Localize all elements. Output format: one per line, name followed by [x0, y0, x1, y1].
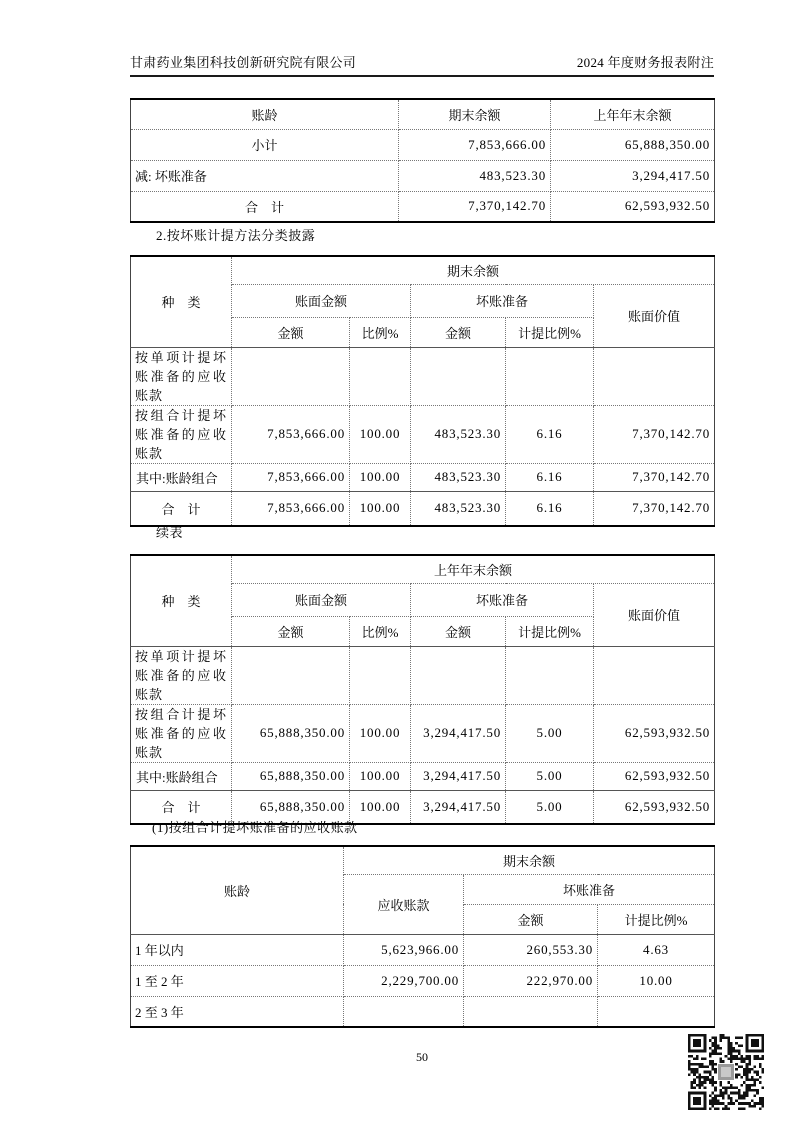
prior-amount-cell: 65,888,350.00	[232, 762, 350, 790]
summary-prior-value: 3,294,417.50	[551, 160, 715, 191]
prior-bad-debt-header: 坏账准备	[411, 583, 594, 616]
prior-kind-cell: 按单项计提坏账准备的应收账款	[131, 646, 232, 704]
summary-row-label: 减: 坏账准备	[131, 160, 399, 191]
prior-total-label: 合 计	[131, 790, 232, 824]
closing-ratio-total: 100.00	[350, 491, 411, 526]
doc-title: 2024 年度财务报表附注	[576, 55, 714, 70]
aging-receivable-value	[344, 996, 464, 1027]
closing-book-value-cell: 7,370,142.70	[594, 405, 715, 463]
prior-bd-amount-cell	[411, 646, 506, 704]
table-row	[131, 762, 715, 790]
prior-bd-amount-cell: 3,294,417.50	[411, 704, 506, 762]
section-2-label: 2.按坏账计提方法分类披露	[156, 228, 316, 243]
table-row	[131, 463, 715, 491]
prior-amount-total: 65,888,350.00	[232, 790, 350, 824]
closing-bd-ratio-total: 6.16	[506, 491, 594, 526]
prior-book-value-cell: 62,593,932.50	[594, 704, 715, 762]
prior-ratio-total: 100.00	[350, 790, 411, 824]
closing-book-amount-header: 账面金额	[232, 284, 411, 317]
aging-bucket-label: 1 年以内	[131, 934, 344, 965]
prior-book-value-cell	[594, 646, 715, 704]
aging-amount-header: 金额	[464, 904, 598, 934]
prior-amount-cell	[232, 646, 350, 704]
summary-prior-value: 65,888,350.00	[551, 129, 715, 160]
aging-bucket-label: 1 至 2 年	[131, 965, 344, 996]
prior-provision-ratio-header: 计提比例%	[506, 616, 594, 646]
table-row	[131, 129, 715, 160]
section-2-1-label: (1)按组合计提坏账准备的应收账款	[152, 820, 358, 835]
closing-bd-amount-cell: 483,523.30	[411, 405, 506, 463]
aging-closing-header: 期末余额	[344, 846, 715, 874]
page-number: 50	[416, 1050, 428, 1064]
closing-book-value-cell: 7,370,142.70	[594, 463, 715, 491]
closing-total-label: 合 计	[131, 491, 232, 526]
prior-bd-amount-cell: 3,294,417.50	[411, 762, 506, 790]
prior-bd-ratio-total: 5.00	[506, 790, 594, 824]
summary-aging-header: 账龄	[131, 99, 399, 129]
aging-provision-ratio-header: 计提比例%	[598, 904, 715, 934]
closing-bd-amount-total: 483,523.30	[411, 491, 506, 526]
closing-amount-total: 7,853,666.00	[232, 491, 350, 526]
prior-ratio-cell	[350, 646, 411, 704]
summary-table	[130, 98, 715, 223]
summary-closing-value: 483,523.30	[399, 160, 551, 191]
summary-closing-header: 期末余额	[399, 99, 551, 129]
prior-ratio-cell: 100.00	[350, 762, 411, 790]
closing-book-value-header: 账面价值	[594, 284, 715, 347]
table-row	[131, 996, 715, 1027]
closing-kind-cell: 按组合计提坏账准备的应收账款	[131, 405, 232, 463]
summary-row-label: 小计	[131, 129, 399, 160]
summary-prior-total: 62,593,932.50	[551, 191, 715, 222]
header-rule	[130, 75, 714, 77]
aging-bucket-label: 2 至 3 年	[131, 996, 344, 1027]
prior-kind-cell: 其中:账龄组合	[131, 762, 232, 790]
table-row	[131, 965, 715, 996]
prior-kind-header: 种 类	[131, 555, 232, 646]
closing-bd-amount-cell	[411, 347, 506, 405]
table-row	[131, 934, 715, 965]
aging-ratio-value: 10.00	[598, 965, 715, 996]
table-row-total	[131, 790, 715, 824]
prior-balance-header: 上年年末余额	[232, 555, 715, 583]
table-row	[131, 160, 715, 191]
summary-total-label: 合 计	[131, 191, 399, 222]
aging-table	[130, 845, 715, 1028]
prior-ratio-header: 比例%	[350, 616, 411, 646]
closing-kind-cell: 其中:账龄组合	[131, 463, 232, 491]
prior-bd-amount-total: 3,294,417.50	[411, 790, 506, 824]
closing-kind-header: 种 类	[131, 256, 232, 347]
closing-bad-debt-header: 坏账准备	[411, 284, 594, 317]
closing-ratio-cell: 100.00	[350, 463, 411, 491]
summary-closing-value: 7,853,666.00	[399, 129, 551, 160]
aging-bad-debt-header: 坏账准备	[464, 874, 715, 904]
aging-bd-amount-value	[464, 996, 598, 1027]
prior-book-value-cell: 62,593,932.50	[594, 762, 715, 790]
closing-kind-cell: 按单项计提坏账准备的应收账款	[131, 347, 232, 405]
aging-bd-amount-value: 222,970.00	[464, 965, 598, 996]
continued-table-label: 续表	[156, 525, 184, 540]
aging-receivable-value: 2,229,700.00	[344, 965, 464, 996]
table-row	[131, 405, 715, 463]
prior-method-table	[130, 554, 715, 825]
closing-amount-cell: 7,853,666.00	[232, 463, 350, 491]
qr-code-icon	[688, 1034, 764, 1110]
prior-amount-cell: 65,888,350.00	[232, 704, 350, 762]
closing-ratio-header: 比例%	[350, 317, 411, 347]
closing-method-table	[130, 255, 715, 527]
aging-ratio-value: 4.63	[598, 934, 715, 965]
closing-book-value-total: 7,370,142.70	[594, 491, 715, 526]
closing-bd-amount-header: 金额	[411, 317, 506, 347]
prior-book-value-header: 账面价值	[594, 583, 715, 646]
summary-prior-header: 上年年末余额	[551, 99, 715, 129]
table-row	[131, 646, 715, 704]
aging-receivable-value: 5,623,966.00	[344, 934, 464, 965]
closing-ratio-cell	[350, 347, 411, 405]
summary-closing-total: 7,370,142.70	[399, 191, 551, 222]
closing-bd-amount-cell: 483,523.30	[411, 463, 506, 491]
prior-book-amount-header: 账面金额	[232, 583, 411, 616]
company-name: 甘肃药业集团科技创新研究院有限公司	[130, 55, 357, 70]
prior-ratio-cell: 100.00	[350, 704, 411, 762]
prior-kind-cell: 按组合计提坏账准备的应收账款	[131, 704, 232, 762]
table-row	[131, 704, 715, 762]
aging-bd-amount-value: 260,553.30	[464, 934, 598, 965]
table-row-total	[131, 491, 715, 526]
table-row-total	[131, 191, 715, 222]
closing-amount-header: 金额	[232, 317, 350, 347]
prior-bd-ratio-cell: 5.00	[506, 704, 594, 762]
closing-book-value-cell	[594, 347, 715, 405]
prior-bd-amount-header: 金额	[411, 616, 506, 646]
aging-receivable-header: 应收账款	[344, 874, 464, 934]
prior-book-value-total: 62,593,932.50	[594, 790, 715, 824]
aging-ratio-value	[598, 996, 715, 1027]
closing-ratio-cell: 100.00	[350, 405, 411, 463]
closing-amount-cell	[232, 347, 350, 405]
closing-amount-cell: 7,853,666.00	[232, 405, 350, 463]
aging-header: 账龄	[131, 846, 344, 934]
closing-bd-ratio-cell: 6.16	[506, 405, 594, 463]
closing-bd-ratio-cell	[506, 347, 594, 405]
prior-amount-header: 金额	[232, 616, 350, 646]
prior-bd-ratio-cell	[506, 646, 594, 704]
closing-provision-ratio-header: 计提比例%	[506, 317, 594, 347]
closing-bd-ratio-cell: 6.16	[506, 463, 594, 491]
prior-bd-ratio-cell: 5.00	[506, 762, 594, 790]
closing-balance-header: 期末余额	[232, 256, 715, 284]
table-row	[131, 347, 715, 405]
